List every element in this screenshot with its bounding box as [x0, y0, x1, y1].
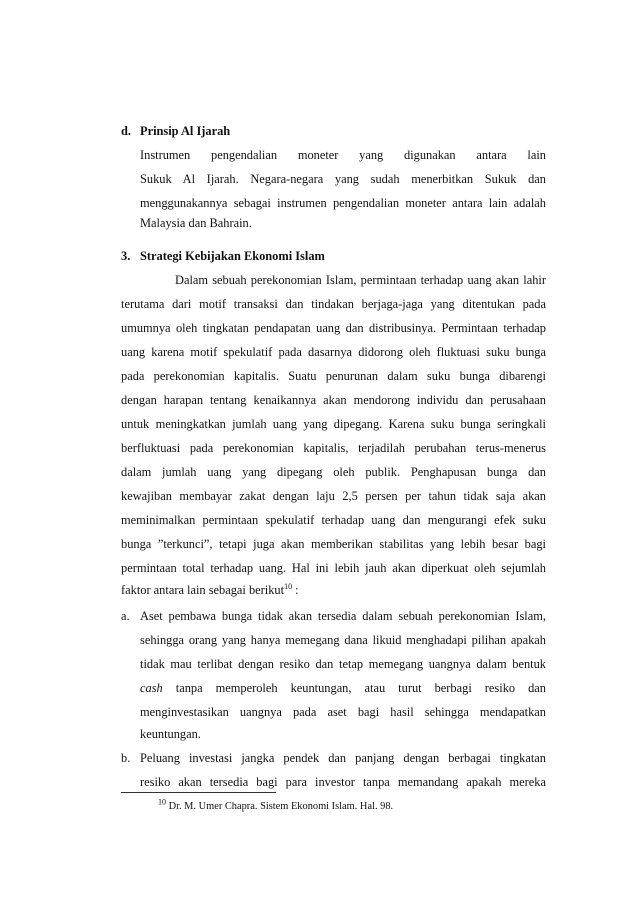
- footnote-separator: [121, 792, 276, 793]
- paragraph-line-9: dalam jumlah uang yang dipegang oleh publik. Penghapusan bunga dan: [121, 465, 546, 479]
- paragraph-last-tail: :: [292, 583, 299, 597]
- paragraph-last-text: faktor antara lain sebagai berikut: [121, 583, 285, 597]
- paragraph-line-5: pada perekonomian kapitalis. Suatu penurunan dalam suku bunga dibarengi: [121, 369, 546, 383]
- paragraph-line-13: permintaan total terhadap uang. Hal ini lebih jauh akan diperkuat oleh sejumlah: [121, 561, 546, 575]
- paragraph-line-7: untuk meningkatkan jumlah uang yang dipegang. Karena suku bunga seringkali: [121, 417, 546, 431]
- footnote-text: Dr. M. Umer Chapra. Sistem Ekonomi Islam. Hal. 98.: [166, 801, 394, 812]
- list-a-marker: a.: [121, 609, 130, 623]
- section-d-line-1: Instrumen pengendalian moneter yang digunakan antara lain: [140, 148, 546, 162]
- paragraph-line-2: terutama dari motif transaksi dan tindakan berjaga-jaga yang ditentukan pada: [121, 297, 546, 311]
- footnote-ref[interactable]: 10: [284, 581, 293, 591]
- footnote: [158, 797, 394, 812]
- paragraph-line-1: Dalam sebuah perekonomian Islam, permintaan terhadap uang akan lahir: [175, 273, 546, 287]
- list-a-line-3: tidak mau terlibat dengan resiko dan tetap memegang uangnya dalam bentuk: [140, 657, 546, 671]
- paragraph-line-14: [121, 583, 299, 597]
- paragraph-line-11: meminimalkan permintaan spekulatif terhadap uang dan mengurangi efek suku: [121, 513, 546, 527]
- list-a-line-5: menginvestasikan uangnya pada aset bagi hasil sehingga mendapatkan: [140, 705, 546, 719]
- paragraph-line-3: umumnya oleh tingkatan pendapatan uang dan distribusinya. Permintaan terhadap: [121, 321, 546, 335]
- list-a-line-6: keuntungan.: [140, 727, 201, 741]
- list-b-line-2: resiko akan tersedia bagi para investor tanpa memandang apakah mereka: [140, 775, 546, 789]
- paragraph-line-4: uang karena motif spekulatif pada dasarnya didorong oleh fluktuasi suku bunga: [121, 345, 546, 359]
- section-3-heading: Strategi Kebijakan Ekonomi Islam: [140, 249, 325, 263]
- list-a-line-4-rest: tanpa memperoleh keuntungan, atau turut berbagi resiko dan: [162, 681, 546, 695]
- paragraph-line-10: kewajiban membayar zakat dengan laju 2,5 persen per tahun tidak saja akan: [121, 489, 546, 503]
- paragraph-line-12: bunga ”terkunci”, tetapi juga akan memberikan stabilitas yang lebih besar bagi: [121, 537, 546, 551]
- list-b-line-1: Peluang investasi jangka pendek dan panjang dengan berbagai tingkatan: [140, 751, 546, 765]
- section-d-heading: Prinsip Al Ijarah: [140, 124, 231, 138]
- section-d-line-4: Malaysia dan Bahrain.: [140, 216, 252, 230]
- list-a-line-2: sehingga orang yang hanya memegang dana likuid menghadapi pilihan apakah: [140, 633, 546, 647]
- list-a-line-4: [140, 681, 546, 696]
- section-d-line-2: Sukuk Al Ijarah. Negara-negara yang sudah menerbitkan Sukuk dan: [140, 172, 546, 186]
- footnote-number: 10: [158, 797, 166, 807]
- list-a-line-1: Aset pembawa bunga tidak akan tersedia dalam sebuah perekonomian Islam,: [140, 609, 546, 623]
- section-d-marker: d.: [121, 124, 131, 138]
- paragraph-line-6: dengan harapan tentang kenaikannya akan mendorong individu dan perusahaan: [121, 393, 546, 407]
- italic-cash: cash: [140, 681, 163, 695]
- section-d-line-3: menggunakannya sebagai instrumen pengendalian moneter antara lain adalah: [140, 196, 546, 210]
- paragraph-line-8: berfluktuasi pada perekonomian kapitalis, terjadilah perubahan terus-menerus: [121, 441, 546, 455]
- section-3-marker: 3.: [121, 249, 131, 263]
- list-b-marker: b.: [121, 751, 131, 765]
